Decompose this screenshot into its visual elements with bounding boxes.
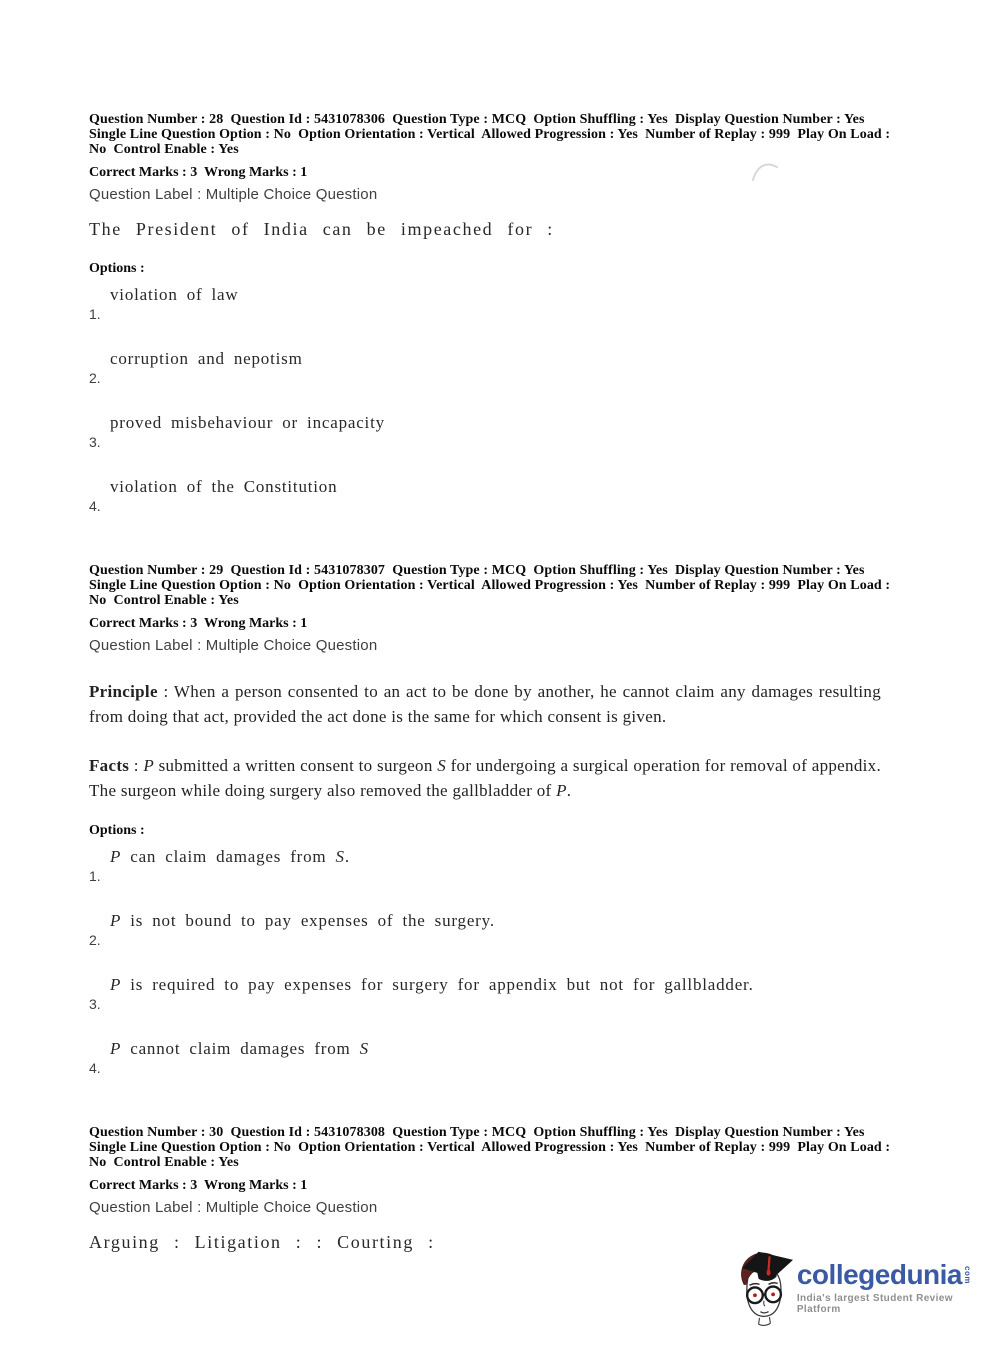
option-row	[89, 474, 911, 514]
option-text: proved misbehaviour or incapacity	[110, 413, 385, 432]
brand-tagline: India's largest Student Review Platform	[796, 1293, 953, 1315]
option-text: P can claim damages from S.	[110, 847, 350, 866]
metadata-line: Single Line Question Option : No Option Orientation : Vertical Allowed Progression : Yes Number of Replay : 999 Play On Load :	[89, 1140, 891, 1155]
metadata-line: No Control Enable : Yes	[89, 593, 239, 608]
question-label: Question Label : Multiple Choice Question	[89, 186, 378, 203]
question-30-metadata	[89, 1125, 911, 1170]
question-label: Question Label : Multiple Choice Question	[89, 637, 378, 654]
collegedunia-mascot-icon	[735, 1244, 795, 1332]
metadata-line: Single Line Question Option : No Option Orientation : Vertical Allowed Progression : Yes Number of Replay : 999 Play On Load :	[89, 127, 891, 142]
options-label: Options :	[89, 261, 145, 276]
question-29-metadata	[89, 563, 911, 608]
principle-paragraph: Principle : When a person consented to an act to be done by another, he cannot claim any damages resulting from doing that act, provided the act done is the same for which consent is given.	[89, 682, 881, 726]
options-list	[89, 282, 911, 514]
question-text: The President of India can be impeached for :	[89, 219, 554, 239]
option-row	[89, 908, 911, 948]
collegedunia-logo	[735, 1244, 981, 1332]
logo-text	[797, 1260, 981, 1315]
question-label: Question Label : Multiple Choice Question	[89, 1199, 378, 1216]
option-row	[89, 844, 911, 884]
option-number: 1.	[89, 868, 101, 884]
option-text: violation of law	[110, 285, 239, 304]
metadata-line: Question Number : 28 Question Id : 5431078306 Question Type : MCQ Option Shuffling : Yes Display Question Number : Yes	[89, 112, 865, 127]
metadata-line: Single Line Question Option : No Option Orientation : Vertical Allowed Progression : Yes Number of Replay : 999 Play On Load :	[89, 578, 891, 593]
marks-line: Correct Marks : 3 Wrong Marks : 1	[89, 616, 308, 631]
option-text: violation of the Constitution	[110, 477, 338, 496]
option-text: P is required to pay expenses for surgery for appendix but not for gallbladder.	[110, 975, 754, 994]
facts-paragraph: Facts : P submitted a written consent to surgeon S for undergoing a surgical operation for removal of appendix. The surgeon while doing surgery also removed the gallbladder of P.	[89, 756, 882, 800]
option-row	[89, 972, 911, 1012]
option-row	[89, 410, 911, 450]
metadata-line: Question Number : 29 Question Id : 5431078307 Question Type : MCQ Option Shuffling : Yes Display Question Number : Yes	[89, 563, 865, 578]
marks-line: Correct Marks : 3 Wrong Marks : 1	[89, 165, 308, 180]
option-row	[89, 282, 911, 322]
option-number: 4.	[89, 498, 101, 514]
question-text: Arguing : Litigation : : Courting :	[89, 1232, 435, 1252]
metadata-line: No Control Enable : Yes	[89, 142, 239, 157]
option-text: P is not bound to pay expenses of the surgery.	[110, 911, 495, 930]
metadata-line: No Control Enable : Yes	[89, 1155, 239, 1170]
option-number: 3.	[89, 434, 101, 450]
brand-name: collegedunia	[796, 1259, 963, 1290]
brand-tld: com	[963, 1266, 973, 1284]
option-text: corruption and nepotism	[110, 349, 303, 368]
option-number: 4.	[89, 1060, 101, 1076]
question-28-metadata	[89, 112, 911, 157]
option-number: 2.	[89, 932, 101, 948]
question-30-block	[89, 1125, 911, 1254]
marks-line: Correct Marks : 3 Wrong Marks : 1	[89, 1178, 308, 1193]
metadata-line: Question Number : 30 Question Id : 5431078308 Question Type : MCQ Option Shuffling : Yes Display Question Number : Yes	[89, 1125, 865, 1140]
option-text: P cannot claim damages from S	[110, 1039, 369, 1058]
document-content	[89, 112, 911, 1254]
options-list	[89, 844, 911, 1076]
option-row	[89, 346, 911, 386]
question-28-block	[89, 112, 911, 514]
options-label: Options :	[89, 823, 145, 838]
question-29-block	[89, 563, 911, 1076]
option-number: 3.	[89, 996, 101, 1012]
option-number: 2.	[89, 370, 101, 386]
option-number: 1.	[89, 306, 101, 322]
option-row	[89, 1036, 911, 1076]
